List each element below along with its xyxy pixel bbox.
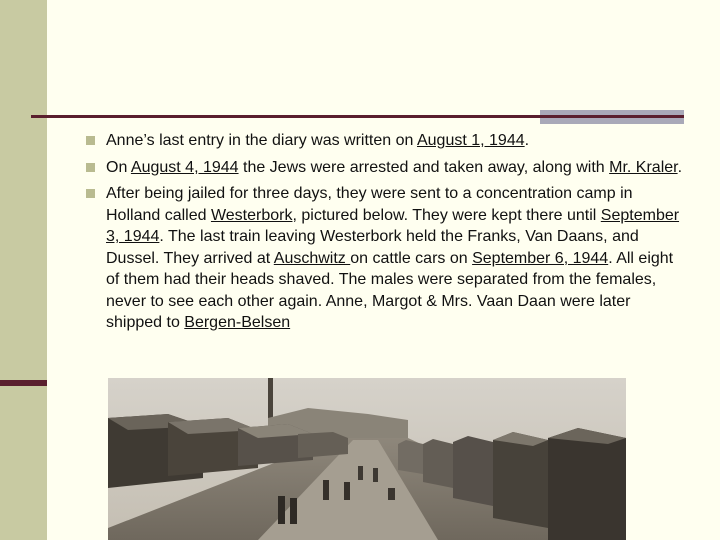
camp-photo-illustration [108, 378, 626, 540]
bullet-text: After being jailed for three days, they were sent to a concentration camp in Holland called [106, 185, 633, 224]
bullet-text: On [106, 158, 131, 176]
place-link[interactable]: Auschwitz [273, 249, 351, 267]
date-link[interactable]: August 4, 1944 [130, 158, 239, 176]
square-bullet-icon [86, 163, 95, 172]
name-link[interactable]: Mr. Kraler [609, 158, 678, 176]
date-link[interactable]: September 3, 1944 [106, 206, 680, 245]
bullet-text: the Jews were arrested and taken away, along with [238, 158, 610, 176]
westerbork-camp-photo [108, 378, 626, 540]
bullet-text: on cattle cars on [350, 249, 473, 267]
left-bar-accent [0, 380, 47, 386]
bullet-text: . The last train leaving Westerbork held the Franks, Van Daans, and Dussel. They arrived at [106, 228, 639, 267]
bullet-text: . [524, 132, 530, 149]
left-decorative-bar [0, 0, 47, 540]
square-bullet-icon [86, 136, 95, 145]
place-link[interactable]: Westerbork [210, 206, 293, 224]
bullet-list [86, 130, 686, 339]
bullet-item [86, 157, 686, 179]
place-link[interactable]: Bergen-Belsen [184, 314, 291, 331]
bullet-text: Anne’s last entry in the diary was written on [106, 132, 417, 149]
bullet-item [86, 130, 686, 152]
date-link[interactable]: September 6, 1944 [472, 249, 609, 267]
bullet-text: . [677, 158, 683, 176]
square-bullet-icon [86, 189, 95, 198]
rule-accent-line [540, 115, 684, 118]
bullet-item [86, 183, 686, 334]
bullet-text: , pictured below. They were kept there until [292, 206, 601, 224]
date-link[interactable]: August 1, 1944 [416, 132, 525, 149]
bullet-text: . All eight of them had their heads shaved. The males were separated from the females, never to see each other again. Anne, Margot & Mrs. Vaan Daan were later shipped to [106, 249, 674, 331]
